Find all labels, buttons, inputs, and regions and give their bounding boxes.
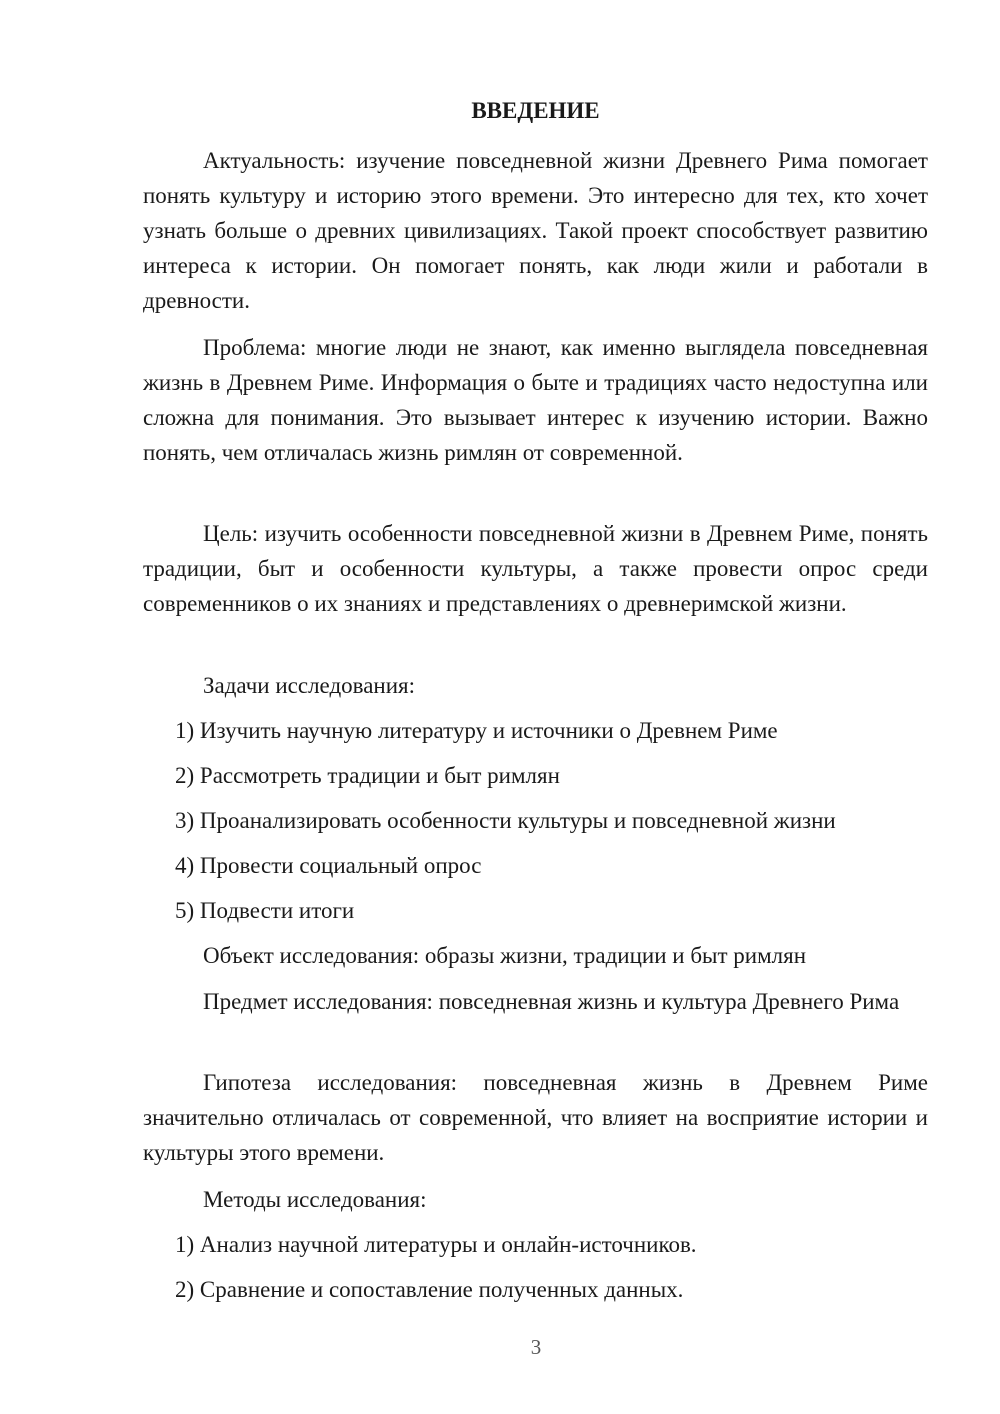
problem-paragraph: Проблема: многие люди не знают, как именно выглядела повседневная жизнь в Древнем Риме. Информация о быте и традициях часто недоступна или сложна для понимания. Это вызывает интерес к изучению истории. Важно понять, чем отличалась жизнь римлян от современной. bbox=[143, 335, 928, 465]
goal-paragraph: Цель: изучить особенности повседневной жизни в Древнем Риме, понять традиции, быт и особенности культуры, а также провести опрос среди современников о их знаниях и представлениях о древнеримской жизни. bbox=[143, 521, 928, 616]
task-item: 2) Рассмотреть традиции и быт римлян bbox=[175, 763, 560, 788]
task-item: 5) Подвести итоги bbox=[175, 898, 355, 923]
page-number: 3 bbox=[530, 1335, 542, 1359]
task-item: 1) Изучить научную литературу и источники о Древнем Риме bbox=[175, 718, 778, 743]
task-item: 4) Провести социальный опрос bbox=[175, 853, 482, 878]
method-item: 2) Сравнение и сопоставление полученных данных. bbox=[175, 1277, 684, 1302]
object-of-study: Объект исследования: образы жизни, традиции и быт римлян bbox=[203, 943, 806, 968]
task-item: 3) Проанализировать особенности культуры и повседневной жизни bbox=[175, 808, 836, 833]
page-title: ВВЕДЕНИЕ bbox=[471, 98, 600, 123]
hypothesis-paragraph: Гипотеза исследования: повседневная жизнь в Древнем Риме значительно отличалась от современной, что влияет на восприятие истории и культуры этого времени. bbox=[143, 1070, 928, 1165]
method-item: 1) Анализ научной литературы и онлайн-источников. bbox=[175, 1232, 697, 1257]
subject-paragraph: Предмет исследования: повседневная жизнь и культура Древнего Рима bbox=[203, 989, 900, 1014]
tasks-heading: Задачи исследования: bbox=[203, 673, 416, 698]
methods-heading: Методы исследования: bbox=[203, 1187, 427, 1212]
relevance-paragraph: Актуальность: изучение повседневной жизни Древнего Рима помогает понять культуру и историю этого времени. Это интересно для тех, кто хочет узнать больше о древних цивилизациях. Такой проект способствует развитию интереса к истории. Он помогает понять, как люди жили и работали в древности. bbox=[143, 148, 928, 313]
